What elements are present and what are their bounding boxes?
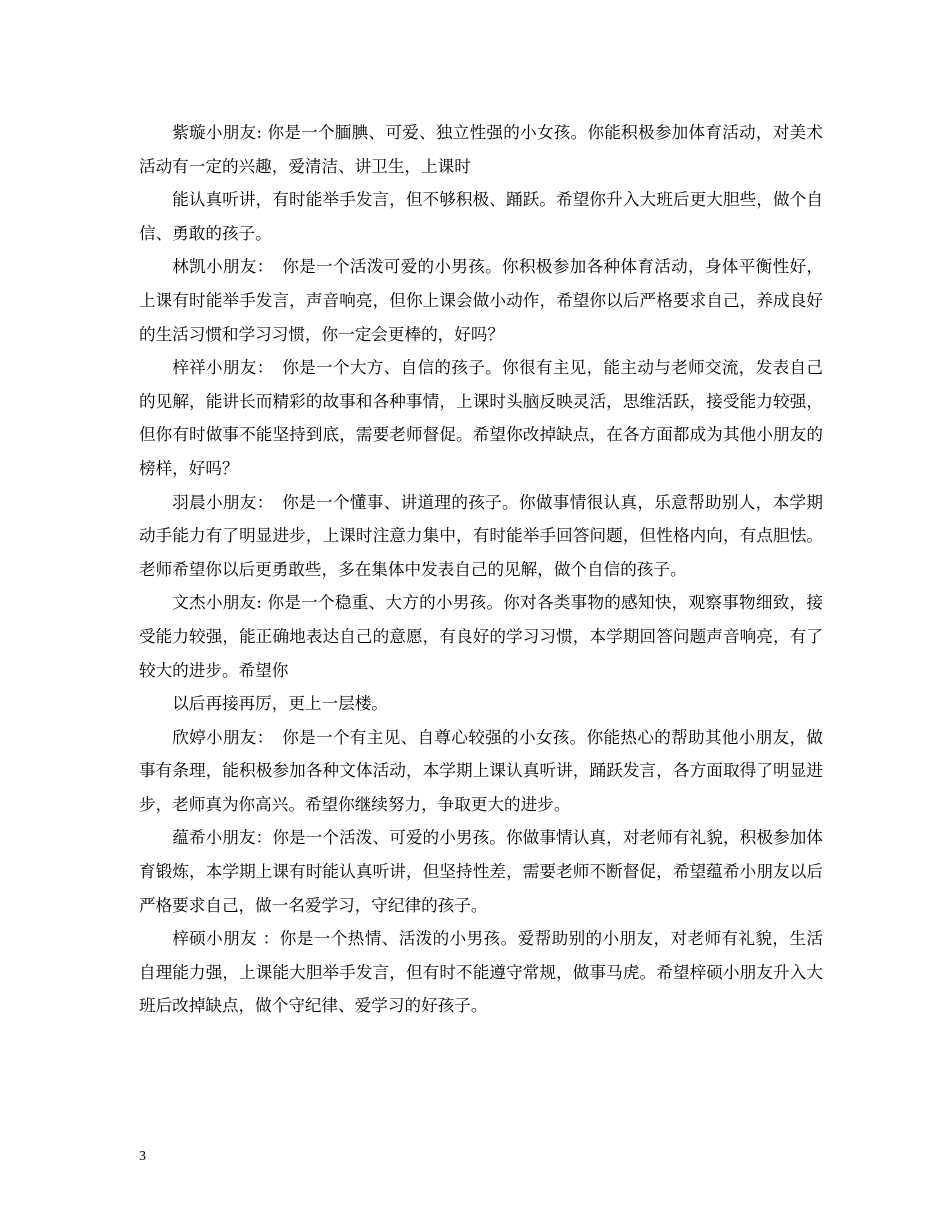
page-number: 3 (139, 1149, 146, 1164)
document-body (139, 116, 823, 1023)
paragraph-yuchen: 羽晨小朋友： 你是一个懂事、讲道理的孩子。你做事情很认真，乐意帮助别人，本学期动手能力有了明显进步，上课时注意力集中，有时能举手回答问题，但性格内向，有点胆怯。老师希望你以后更勇敢些，多在集体中发表自己的见解，做个自信的孩子。 (139, 492, 823, 579)
paragraph-zixuan-continued: 能认真听讲，有时能举手发言，但不够积极、踊跃。希望你升入大班后更大胆些，做个自信、勇敢的孩子。 (139, 190, 823, 243)
paragraph-zishuo: 梓硕小朋友 ：你是一个热情、活泼的小男孩。爱帮助别的小朋友，对老师有礼貌，生活自理能力强，上课能大胆举手发言，但有时不能遵守常规，做事马虎。希望梓硕小朋友升入大班后改掉缺点，做个守纪律、爱学习的好孩子。 (139, 929, 823, 1016)
paragraph-xinting: 欣婷小朋友： 你是一个有主见、自尊心较强的小女孩。你能热心的帮助其他小朋友，做事有条理，能积极参加各种文体活动，本学期上课认真听讲，踊跃发言，各方面取得了明显进步，老师真为你高兴。希望你继续努力，争取更大的进步。 (139, 727, 823, 814)
paragraph-linkai: 林凯小朋友： 你是一个活泼可爱的小男孩。你积极参加各种体育活动，身体平衡性好，上课有时能举手发言，声音响亮，但你上课会做小动作，希望你以后严格要求自己，养成良好的生活习惯和学习习惯，你一定会更棒的，好吗？ (139, 257, 823, 344)
paragraph-zixiang: 梓祥小朋友： 你是一个大方、自信的孩子。你很有主见，能主动与老师交流，发表自己的见解，能讲长而精彩的故事和各种事情，上课时头脑反映灵活，思维活跃，接受能力较强，但你有时做事不能坚持到底，需要老师督促。希望你改掉缺点，在各方面都成为其他小朋友的榜样，好吗？ (139, 358, 823, 478)
paragraph-zixuan: 紫璇小朋友: 你是一个腼腆、可爱、独立性强的小女孩。你能积极参加体育活动，对美术活动有一定的兴趣，爱清洁、讲卫生，上课时 (139, 123, 823, 176)
paragraph-wenjie-continued: 以后再接再厉，更上一层楼。 (172, 694, 388, 714)
paragraph-wenjie: 文杰小朋友: 你是一个稳重、大方的小男孩。你对各类事物的感知快，观察事物细致，接受能力较强，能正确地表达自己的意愿，有良好的学习习惯，本学期回答问题声音响亮，有了较大的进步。希望你 (139, 593, 823, 680)
paragraph-yunxi: 蕴希小朋友：你是一个活泼、可爱的小男孩。你做事情认真，对老师有礼貌，积极参加体育锻炼，本学期上课有时能认真听讲，但坚持性差，需要老师不断督促，希望蕴希小朋友以后严格要求自己，做一名爱学习，守纪律的孩子。 (139, 828, 823, 915)
